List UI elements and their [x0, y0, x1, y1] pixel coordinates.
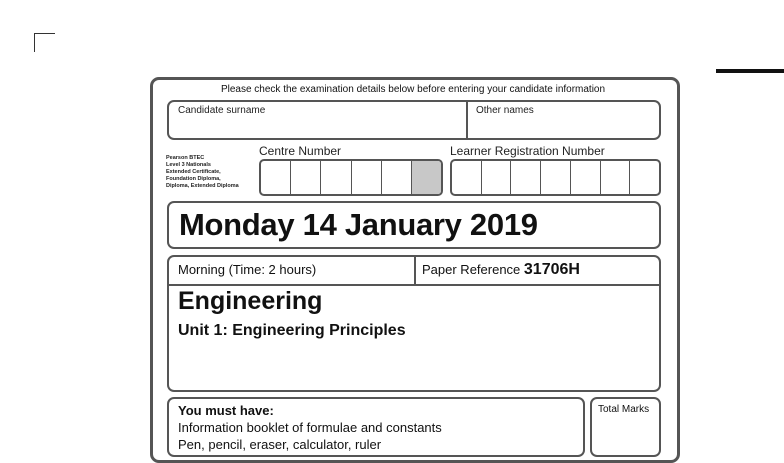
learner-registration-cell[interactable]: [601, 161, 631, 194]
names-divider: [466, 102, 468, 138]
qualification-line: Foundation Diploma,: [166, 176, 221, 182]
margin-rule: [716, 69, 784, 73]
requirement-item: Information booklet of formulae and constants: [178, 420, 442, 435]
centre-number-cell[interactable]: [291, 161, 321, 194]
paper-details-box: [167, 255, 661, 392]
centre-number-cell[interactable]: [382, 161, 412, 194]
check-details-notice: Please check the examination details below before entering your candidate information: [220, 84, 606, 95]
qualification-title: [166, 155, 258, 190]
qualification-line: Extended Certificate,: [166, 169, 221, 175]
crop-mark: [34, 33, 55, 52]
total-marks-label: Total Marks: [598, 404, 650, 415]
learner-registration-field[interactable]: [450, 159, 661, 196]
you-must-have-box: [167, 397, 585, 457]
learner-registration-cell[interactable]: [452, 161, 482, 194]
session-row: [169, 257, 659, 286]
centre-number-cell[interactable]: [352, 161, 382, 194]
paper-reference: [422, 261, 580, 279]
learner-registration-cell[interactable]: [482, 161, 512, 194]
qualification-line: Level 3 Nationals: [166, 162, 211, 168]
unit-title: Unit 1: Engineering Principles: [178, 322, 406, 339]
candidate-surname-label: Candidate surname: [178, 105, 266, 116]
learner-registration-label: Learner Registration Number: [450, 144, 605, 158]
learner-registration-cell[interactable]: [571, 161, 601, 194]
paper-reference-label: Paper Reference: [422, 262, 521, 277]
exam-date-box: [167, 201, 661, 249]
learner-registration-cell[interactable]: [630, 161, 659, 194]
centre-number-cell[interactable]: [321, 161, 351, 194]
qualification-line: Pearson BTEC: [166, 155, 205, 161]
total-marks-box: [590, 397, 661, 457]
exam-date: Monday 14 January 2019: [179, 207, 538, 242]
learner-registration-cell[interactable]: [541, 161, 571, 194]
learner-registration-cell[interactable]: [511, 161, 541, 194]
session-time: Morning (Time: 2 hours): [178, 262, 317, 277]
other-names-field[interactable]: [470, 118, 656, 136]
paper-reference-value: 31706H: [523, 261, 580, 278]
requirement-item: Pen, pencil, eraser, calculator, ruler: [178, 437, 382, 452]
centre-number-cell-shaded: [412, 161, 441, 194]
you-must-have-title: You must have:: [178, 403, 274, 418]
candidate-surname-field[interactable]: [172, 118, 462, 136]
centre-number-cell[interactable]: [261, 161, 291, 194]
subject-title: Engineering: [178, 287, 323, 315]
qualification-line: Diploma, Extended Diploma: [166, 183, 239, 189]
centre-number-field[interactable]: [259, 159, 443, 196]
session-divider: [414, 257, 416, 284]
centre-number-label: Centre Number: [259, 144, 342, 158]
other-names-label: Other names: [476, 105, 534, 116]
